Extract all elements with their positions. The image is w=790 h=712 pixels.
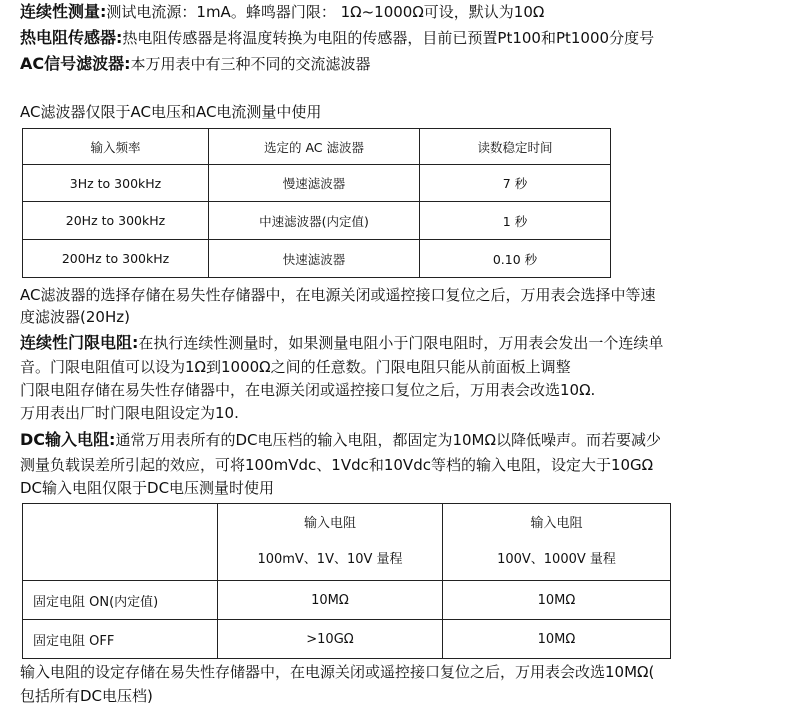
ac-filter-text: 本万用表中有三种不同的交流滤波器 <box>130 55 371 73</box>
col2-sub: 100V、1000V 量程 <box>497 552 616 567</box>
table-header-row <box>23 129 611 165</box>
dc-input-line3: DC输入电阻仅限于DC电压测量时使用 <box>20 479 275 497</box>
continuity-text: 测试电流源：1mA。蜂鸣器门限： 1Ω~1000Ω可设，默认为10Ω <box>106 3 545 21</box>
threshold-label: 连续性门限电阻: <box>20 333 139 352</box>
thermal-label: 热电阻传感器: <box>20 28 123 47</box>
threshold-text: 在执行连续性测量时，如果测量电阻小于门限电阻时，万用表会发出一个连续单 <box>138 334 664 352</box>
table-cell: 中速滤波器(内定值) <box>209 202 420 240</box>
dc-input-label: DC输入电阻: <box>20 430 116 449</box>
threshold-line1 <box>20 333 663 353</box>
table-row <box>23 581 671 620</box>
continuity-line <box>20 2 544 22</box>
table-cell: 固定电阻 OFF <box>23 620 218 659</box>
table-cell: 200Hz to 300kHz <box>23 240 209 278</box>
ac-filter-line <box>20 54 371 74</box>
table-cell: >10GΩ <box>218 620 443 659</box>
table-cell: 慢速滤波器 <box>209 165 420 202</box>
col2-title: 输入电阻 <box>530 516 583 531</box>
thermal-line <box>20 28 654 48</box>
dc-storage-line2: 包括所有DC电压档) <box>20 687 153 705</box>
table-header-cell-empty <box>23 504 218 581</box>
table-header-cell: 选定的 AC 滤波器 <box>209 129 420 165</box>
table-cell: 3Hz to 300kHz <box>23 165 209 202</box>
table-row <box>23 202 611 240</box>
table-header-cell <box>218 504 443 581</box>
table-cell: 固定电阻 ON(内定值) <box>23 581 218 620</box>
threshold-line2: 音。门限电阻值可以设为1Ω到1000Ω之间的任意数。门限电阻只能从前面板上调整 <box>20 358 571 376</box>
continuity-label: 连续性测量: <box>20 2 107 21</box>
table-header-cell: 读数稳定时间 <box>420 129 611 165</box>
table-header-row <box>23 504 671 581</box>
input-resistance-table <box>22 503 671 659</box>
ac-filter-table <box>22 128 611 278</box>
thermal-text: 热电阻传感器是将温度转换为电阻的传感器，目前已预置Pt100和Pt1000分度号 <box>122 29 655 47</box>
table-cell: 7 秒 <box>420 165 611 202</box>
dc-input-line2: 测量负载误差所引起的效应，可将100mVdc、1Vdc和10Vdc等档的输入电阻，设定大于10GΩ <box>20 456 654 474</box>
table-header-cell <box>443 504 671 581</box>
ac-note: AC滤波器仅限于AC电压和AC电流测量中使用 <box>20 103 322 121</box>
dc-input-text: 通常万用表所有的DC电压档的输入电阻，都固定为10MΩ以降低噪声。而若要减少 <box>115 431 661 449</box>
table-cell: 10MΩ <box>218 581 443 620</box>
table-cell: 20Hz to 300kHz <box>23 202 209 240</box>
threshold-line4: 万用表出厂时门限电阻设定为10. <box>20 404 239 422</box>
ac-filter-label: AC信号滤波器: <box>20 54 131 73</box>
table-row <box>23 165 611 202</box>
table-row <box>23 240 611 278</box>
col1-title: 输入电阻 <box>303 516 356 531</box>
threshold-line3: 门限电阻存储在易失性存储器中，在电源关闭或遥控接口复位之后，万用表会改选10Ω. <box>20 381 596 399</box>
ac-storage-line2: 度滤波器(20Hz) <box>20 308 130 326</box>
dc-input-line1 <box>20 430 661 450</box>
dc-storage-line1: 输入电阻的设定存储在易失性存储器中，在电源关闭或遥控接口复位之后，万用表会改选10MΩ( <box>20 663 655 681</box>
table-cell: 10MΩ <box>443 620 671 659</box>
table-header-cell: 输入频率 <box>23 129 209 165</box>
table-row <box>23 620 671 659</box>
table-cell: 快速滤波器 <box>209 240 420 278</box>
table-cell: 10MΩ <box>443 581 671 620</box>
table-cell: 0.10 秒 <box>420 240 611 278</box>
ac-storage-line1: AC滤波器的选择存储在易失性存储器中，在电源关闭或遥控接口复位之后，万用表会选择中等速 <box>20 286 656 304</box>
table-cell: 1 秒 <box>420 202 611 240</box>
col1-sub: 100mV、1V、10V 量程 <box>257 552 403 567</box>
